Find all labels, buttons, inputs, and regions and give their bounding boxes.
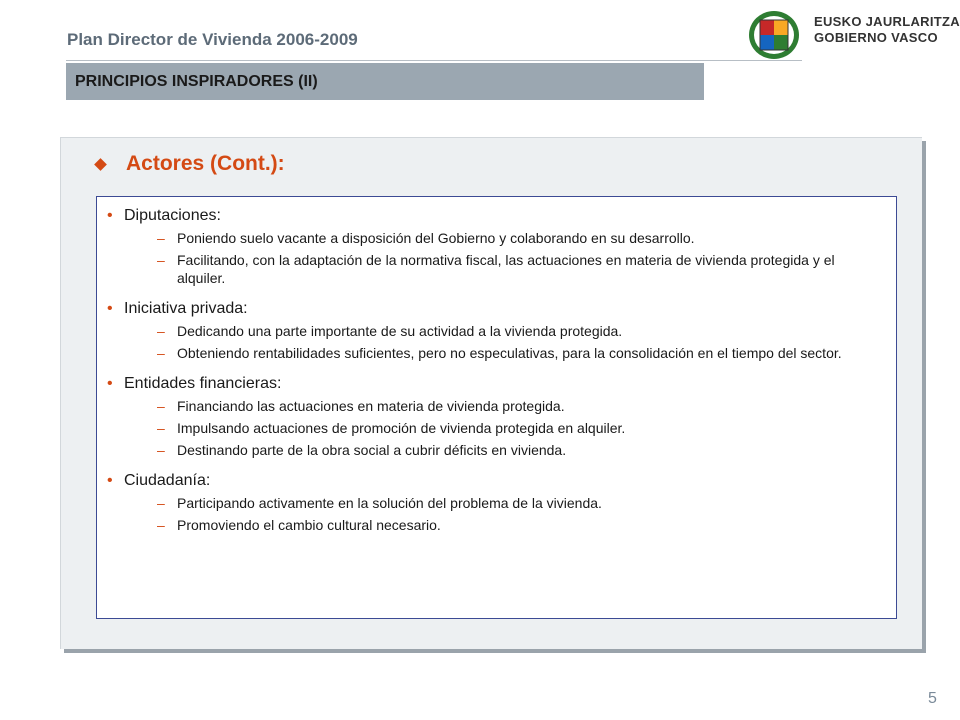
list-item-text: Financiando las actuaciones en materia de vivienda protegida.: [177, 398, 565, 414]
page-number: 5: [928, 690, 937, 707]
list-item: – Obteniendo rentabilidades suficientes, pero no especulativas, para la consolidación en el tiempo del sector.: [157, 345, 842, 361]
section-title-bar: PRINCIPIOS INSPIRADORES (II): [66, 63, 704, 100]
section-title-text: Iniciativa privada:: [124, 300, 248, 317]
section-iniciativa-privada: [107, 298, 876, 362]
list-item: – Promoviendo el cambio cultural necesario.: [157, 517, 441, 533]
panel-heading-text: Actores (Cont.):: [126, 152, 285, 175]
header-divider: [66, 60, 802, 61]
list-item-text: Obteniendo rentabilidades suficientes, pero no especulativas, para la consolidación en el tiempo del sector.: [177, 345, 842, 361]
list-item: – Dedicando una parte importante de su actividad a la vivienda protegida.: [157, 323, 623, 339]
section-title: • Diputaciones:: [107, 207, 221, 224]
actors-list-box: [96, 196, 897, 619]
list-item-text: Poniendo suelo vacante a disposición del Gobierno y colaborando en su desarrollo.: [177, 230, 695, 246]
basque-government-shield-icon: [748, 10, 800, 60]
section-title-text: Ciudadanía:: [124, 472, 211, 489]
list-item: – Destinando parte de la obra social a cubrir déficits en vivienda.: [157, 442, 567, 458]
government-name-basque: EUSKO JAURLARITZA: [814, 14, 960, 29]
list-item-text: Destinando parte de la obra social a cubrir déficits en vivienda.: [177, 442, 567, 458]
government-name-spanish: GOBIERNO VASCO: [814, 30, 938, 45]
section-title-text: Entidades financieras:: [124, 375, 282, 392]
diamond-bullet-icon: [94, 158, 107, 171]
panel-heading: [93, 152, 285, 176]
list-item: – Facilitando, con la adaptación de la normativa fiscal, las actuaciones en materia de vivienda protegida y el alquiler.: [157, 251, 876, 287]
list-item: – Financiando las actuaciones en materia de vivienda protegida.: [157, 398, 565, 414]
section-title: • Ciudadanía:: [107, 472, 211, 489]
section-title: • Iniciativa privada:: [107, 300, 248, 317]
section-ciudadania: [107, 470, 876, 534]
list-item-text: Facilitando, con la adaptación de la normativa fiscal, las actuaciones en materia de vivienda protegida y el alquiler.: [177, 252, 835, 286]
document-title: Plan Director de Vivienda 2006-2009: [67, 30, 358, 49]
section-title-text: Diputaciones:: [124, 207, 221, 224]
government-name: [814, 14, 960, 46]
list-item-text: Impulsando actuaciones de promoción de vivienda protegida en alquiler.: [177, 420, 626, 436]
list-item-text: Participando activamente en la solución del problema de la vivienda.: [177, 495, 602, 511]
list-item-text: Promoviendo el cambio cultural necesario.: [177, 517, 441, 533]
list-item: – Participando activamente en la solución del problema de la vivienda.: [157, 495, 602, 511]
list-item: – Poniendo suelo vacante a disposición del Gobierno y colaborando en su desarrollo.: [157, 230, 695, 246]
section-title: • Entidades financieras:: [107, 375, 282, 392]
section-diputaciones: [107, 205, 876, 287]
list-item: – Impulsando actuaciones de promoción de vivienda protegida en alquiler.: [157, 420, 626, 436]
section-entidades-financieras: [107, 373, 876, 459]
list-item-text: Dedicando una parte importante de su actividad a la vivienda protegida.: [177, 323, 623, 339]
